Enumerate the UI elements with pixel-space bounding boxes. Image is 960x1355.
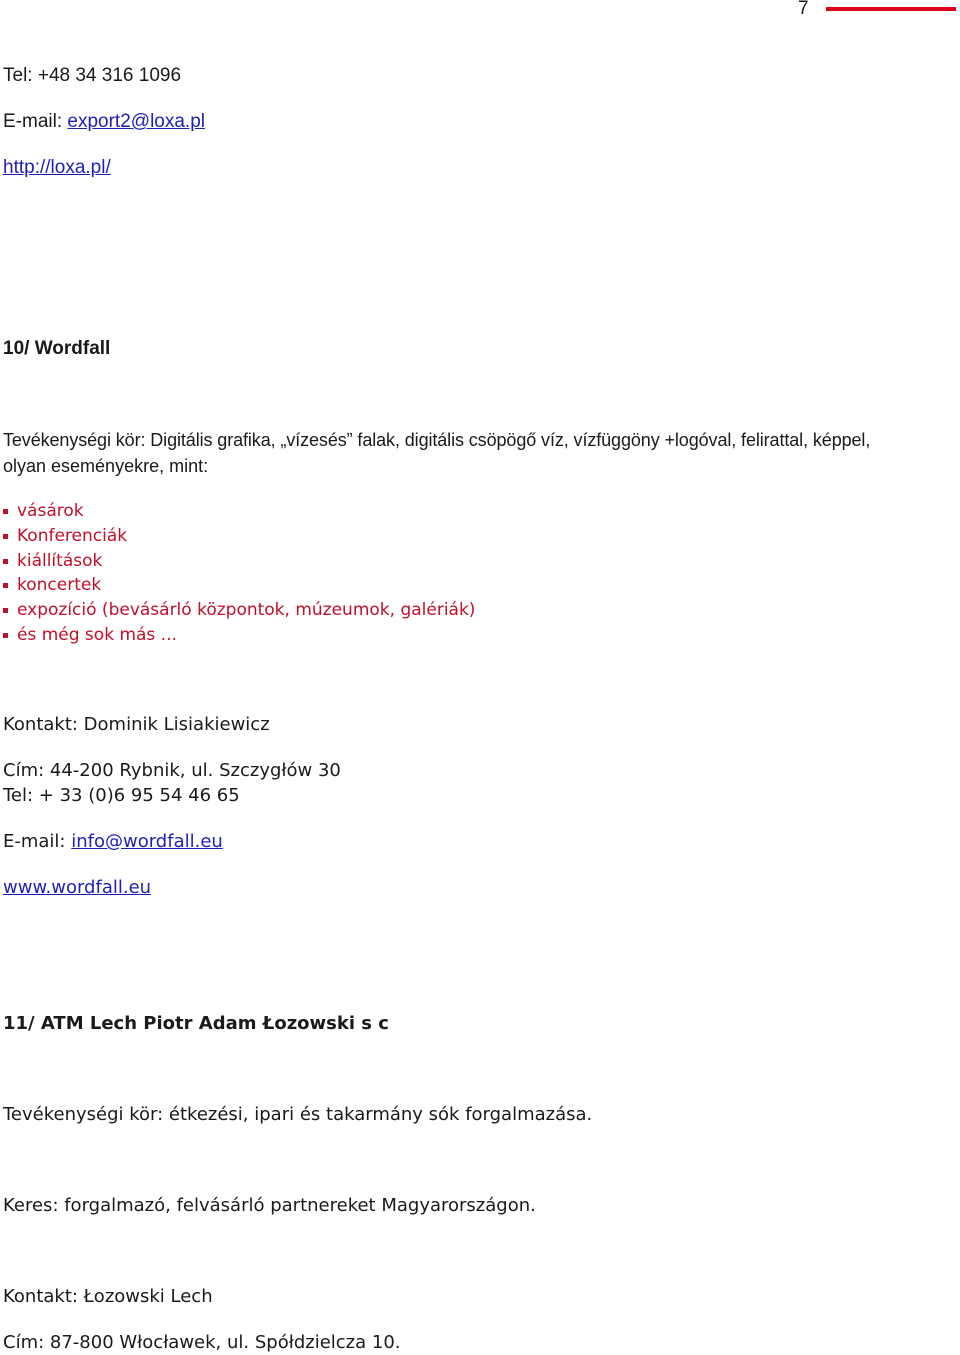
bullet-square-icon: [3, 608, 8, 613]
list-item: [3, 524, 475, 549]
wordfall-email-label: E-mail:: [3, 831, 72, 852]
wordfall-url-line: [3, 876, 151, 900]
wordfall-heading: 10/ Wordfall: [3, 338, 111, 359]
list-item: [3, 623, 475, 648]
page-number: 7: [798, 0, 809, 19]
loxa-email-link[interactable]: export2@loxa.pl: [67, 111, 205, 132]
wordfall-tel: Tel: + 33 (0)6 95 54 46 65: [3, 785, 240, 806]
list-item-text: Konferenciák: [17, 525, 128, 546]
wordfall-url-link[interactable]: www.wordfall.eu: [3, 877, 152, 898]
atm-address: Cím: 87-800 Włocławek, ul. Spółdzielcza 10.: [3, 1332, 401, 1353]
list-item: [3, 598, 475, 623]
loxa-email-line: [3, 110, 205, 134]
bullet-square-icon: [3, 534, 8, 539]
list-item: [3, 549, 475, 574]
list-item-text: és még sok más ...: [17, 624, 177, 645]
bullet-square-icon: [3, 559, 8, 564]
loxa-url-line: [3, 156, 111, 180]
bullet-square-icon: [3, 509, 8, 514]
list-item: [3, 573, 475, 598]
atm-activity: Tevékenységi kör: étkezési, ipari és takarmány sók forgalmazása.: [3, 1104, 593, 1125]
bullet-square-icon: [3, 633, 8, 638]
wordfall-contact: Kontakt: Dominik Lisiakiewicz: [3, 714, 270, 735]
loxa-url-link[interactable]: http://loxa.pl/: [3, 157, 111, 178]
bullet-square-icon: [3, 583, 8, 588]
wordfall-event-list: [3, 499, 475, 648]
wordfall-address: Cím: 44-200 Rybnik, ul. Szczygłów 30: [3, 760, 341, 781]
atm-contact: Kontakt: Łozowski Lech: [3, 1286, 213, 1307]
loxa-email-label: E-mail:: [3, 111, 68, 132]
wordfall-activity-line2: olyan eseményekre, mint:: [3, 456, 209, 476]
wordfall-email-line: [3, 830, 223, 854]
list-item-text: koncertek: [17, 575, 102, 596]
wordfall-activity-line1: Tevékenységi kör: Digitális grafika, „vízesés” falak, digitális csöpögő víz, vízfüggöny +logóval, felirattal, képpel,: [3, 430, 871, 450]
list-item-text: vásárok: [17, 501, 84, 521]
list-item-text: expozíció (bevásárló központok, múzeumok, galériák): [17, 600, 476, 621]
wordfall-email-link[interactable]: info@wordfall.eu: [71, 831, 223, 852]
loxa-tel: Tel: +48 34 316 1096: [3, 65, 182, 86]
atm-seeking: Keres: forgalmazó, felvásárló partnereket Magyarországon.: [3, 1195, 536, 1216]
header-rule: [826, 7, 956, 11]
list-item-text: kiállítások: [17, 550, 103, 571]
atm-heading: 11/ ATM Lech Piotr Adam Łozowski s c: [3, 1013, 389, 1034]
list-item: [3, 499, 475, 524]
